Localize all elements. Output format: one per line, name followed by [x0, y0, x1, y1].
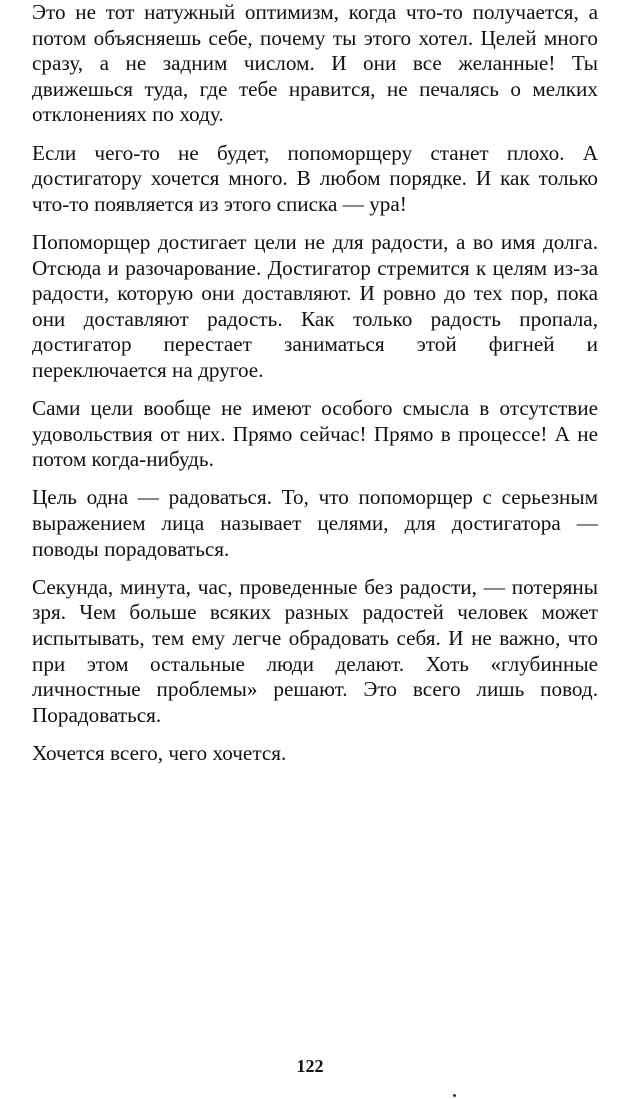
- paragraph-1: Это не тот натужный оптимизм, когда что-то получается, а потом объясняешь себе, почему ты этого хотел. Целей много сразу, а не задним числом. И они все желанные! Ты движешься туда, где тебе нравится, не печалясь о мелких отклонениях по ходу.: [32, 0, 598, 127]
- scan-speck: [453, 1094, 456, 1097]
- body-text: [32, 0, 598, 779]
- page-number: 122: [296, 1056, 324, 1076]
- paragraph-5: Цель одна — радоваться. То, что попоморщер с серьезным выражением лица называет целями, для достигатора — поводы порадоваться.: [32, 485, 598, 561]
- paragraph-4: Сами цели вообще не имеют особого смысла в отсутствие удовольствия от них. Прямо сейчас! Прямо в процессе! А не потом когда-нибудь.: [32, 396, 598, 472]
- paragraph-7: Хочется всего, чего хочется.: [32, 741, 287, 765]
- paragraph-2: Если чего-то не будет, попоморщеру станет плохо. А достигатору хочется много. В любом порядке. И как только что-то появляется из этого списка — ура!: [32, 140, 598, 216]
- paragraph-6: Секунда, минута, час, проведенные без радости, — потеряны зря. Чем больше всяких разных радостей человек может испытывать, тем ему легче обрадовать себя. И не важно, что при этом остальные люди делают. Хоть «глубинные личностные проблемы» решают. Это всего лишь повод. Порадоваться.: [32, 574, 598, 727]
- paragraph-3: Попоморщер достигает цели не для радости, а во имя долга. Отсюда и разочарование. Достигатор стремится к целям из-за радости, которую они доставляют. И ровно до тех пор, пока они доставляют радость. Как только радость пропала, достигатор перестает заниматься этой фигней и переключается на другое.: [32, 229, 598, 382]
